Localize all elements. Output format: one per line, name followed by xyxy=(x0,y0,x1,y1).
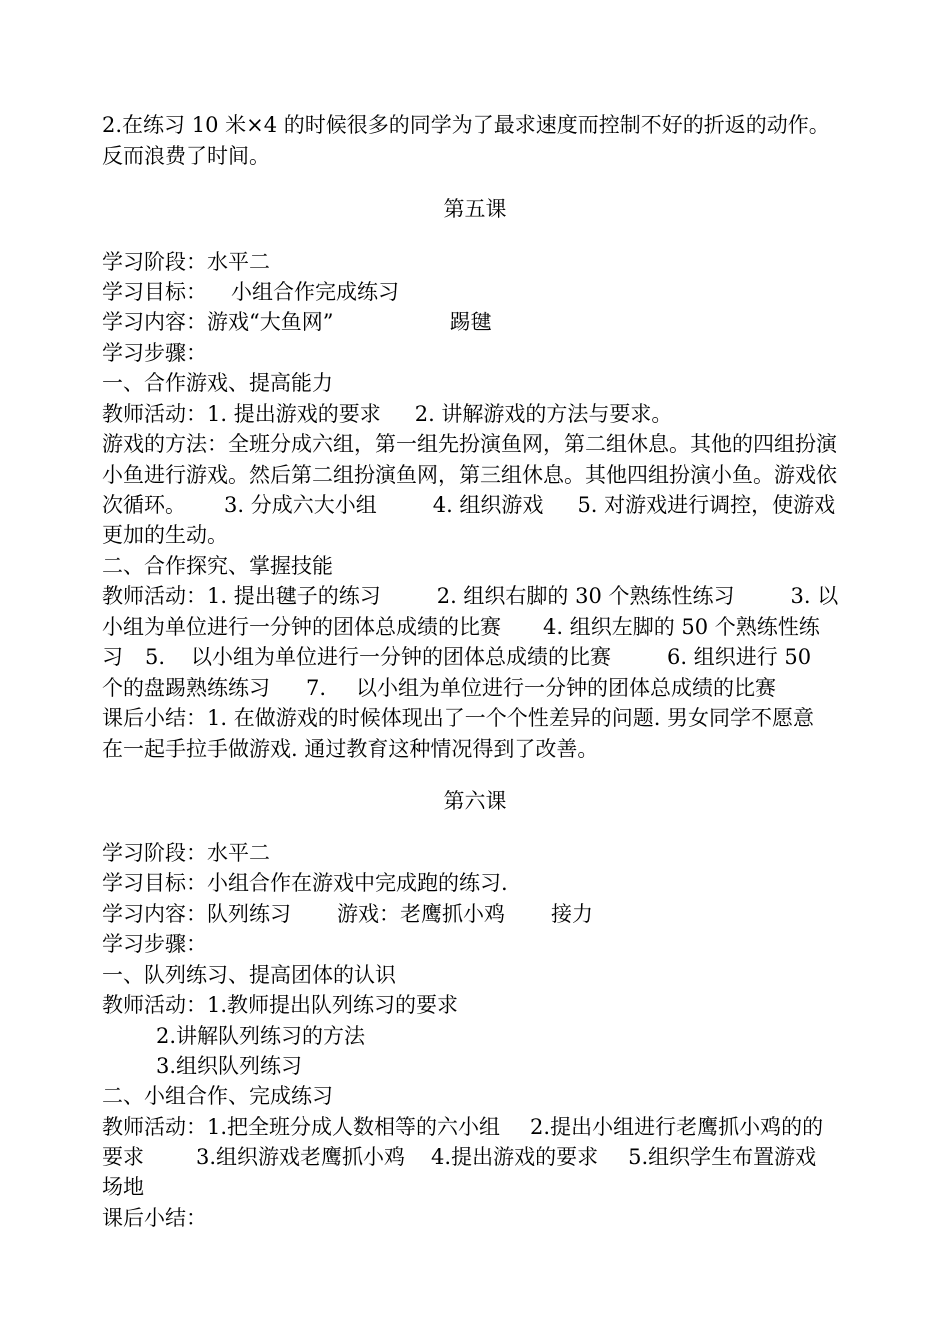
lesson5-content xyxy=(102,307,862,337)
lesson6-s2-item-2-end: 要求 xyxy=(102,1145,144,1169)
lesson6-content-item-1: 学习内容：队列练习 xyxy=(102,902,291,926)
lesson5-goal-text: 小组合作完成练习 xyxy=(231,280,399,304)
lesson6-steps-label: 学习步骤： xyxy=(102,932,207,956)
lesson6-s1-line-1: 教师活动：1.教师提出队列练习的要求 xyxy=(102,993,459,1017)
lesson6-content-item-2: 游戏：老鹰抓小鸡 xyxy=(337,902,505,926)
lesson5-s1-text: 次循环。 xyxy=(102,493,186,517)
lesson6-s1-line-2: 2.讲解队列练习的方法 xyxy=(156,1024,366,1048)
lesson5-s2-item-4: 4. 组织左脚的 50 个熟练性练 xyxy=(543,615,820,639)
lesson5-s1-line-3: 小鱼进行游戏。然后第二组扮演鱼网，第三组休息。其他四组扮演小鱼。游戏依 xyxy=(102,463,837,487)
lesson6-s2-item-4: 4.提出游戏的要求 xyxy=(431,1145,599,1169)
lesson5-s2-line-3 xyxy=(102,642,862,672)
lesson5-s2-item-2: 2. 组织右脚的 30 个熟练性练习 xyxy=(436,584,735,608)
lesson6-stage: 学习阶段：水平二 xyxy=(102,841,270,865)
lesson5-s1-line-2: 游戏的方法：全班分成六组，第一组先扮演鱼网，第二组休息。其他的四组扮演 xyxy=(102,432,837,456)
lesson6-goal: 学习目标：小组合作在游戏中完成跑的练习. xyxy=(102,871,508,895)
lesson5-s1-line-5: 更加的生动。 xyxy=(102,523,228,547)
lesson5-summary-line-2: 在一起手拉手做游戏. 通过教育这种情况得到了改善。 xyxy=(102,737,599,761)
lesson5-s2-item-4-end: 习 xyxy=(102,645,123,669)
lesson5-goal-label: 学习目标： xyxy=(102,280,207,304)
lesson5-section-1: 一、合作游戏、提高能力 xyxy=(102,371,333,395)
lesson5-s2-item-6: 6. 组织进行 50 xyxy=(667,645,812,669)
lesson5-steps-label: 学习步骤： xyxy=(102,341,207,365)
lesson5-s2-line-1 xyxy=(102,581,862,611)
lesson5-s2-line-2 xyxy=(102,612,862,642)
intro-line-1: 2.在练习 10 米×4 的时候很多的同学为了最求速度而控制不好的折返的动作。 xyxy=(102,113,830,137)
lesson6-s2-line-3: 场地 xyxy=(102,1175,144,1199)
lesson5-goal xyxy=(102,277,862,307)
lesson6-summary: 课后小结： xyxy=(102,1206,207,1230)
lesson5-title: 第五课 xyxy=(443,197,507,221)
lesson5-summary-line-1: 课后小结：1. 在做游戏的时候体现出了一个个性差异的问题. 男女同学不愿意 xyxy=(102,706,815,730)
lesson5-s2-item-7-num: 7. xyxy=(306,676,327,700)
lesson5-s2-line-4 xyxy=(102,673,862,703)
lesson5-s2-item-1: 教师活动：1. 提出毽子的练习 xyxy=(102,584,381,608)
lesson6-s2-line-2 xyxy=(102,1142,862,1172)
lesson5-s1-line-1 xyxy=(102,399,862,429)
lesson5-s1-item-5: 5. 对游戏进行调控，使游戏 xyxy=(577,493,836,517)
lesson6-section-2: 二、小组合作、完成练习 xyxy=(102,1084,333,1108)
lesson5-s2-item-5: 以小组为单位进行一分钟的团体总成绩的比赛 xyxy=(191,645,612,669)
intro-line-2: 反而浪费了时间。 xyxy=(102,144,270,168)
lesson5-s2-item-7: 以小组为单位进行一分钟的团体总成绩的比赛 xyxy=(356,676,777,700)
lesson6-title: 第六课 xyxy=(443,789,507,813)
lesson5-s2-item-3-end: 小组为单位进行一分钟的团体总成绩的比赛 xyxy=(102,615,501,639)
lesson5-s1-item-3: 3. 分成六大小组 xyxy=(224,493,377,517)
lesson5-stage: 学习阶段：水平二 xyxy=(102,250,270,274)
lesson6-content xyxy=(102,899,862,929)
lesson5-section-2: 二、合作探究、掌握技能 xyxy=(102,554,333,578)
lesson5-content-label: 学习内容：游戏“大鱼网” xyxy=(102,310,334,334)
lesson5-s1-item-4: 4. 组织游戏 xyxy=(432,493,544,517)
lesson5-s1-item-1: 教师活动：1. 提出游戏的要求 xyxy=(102,402,381,426)
lesson6-s2-line-1 xyxy=(102,1112,862,1142)
lesson5-s2-item-6-end: 个的盘踢熟练练习 xyxy=(102,676,270,700)
lesson6-s2-item-5: 5.组织学生布置游戏 xyxy=(628,1145,817,1169)
lesson5-s1-line-4 xyxy=(102,490,862,520)
lesson5-s2-item-3-start: 3. 以 xyxy=(790,584,839,608)
lesson6-section-1: 一、队列练习、提高团体的认识 xyxy=(102,963,396,987)
lesson5-content-item2: 踢毽 xyxy=(449,310,492,334)
lesson6-s2-item-1: 教师活动：1.把全班分成人数相等的六小组 xyxy=(102,1115,501,1139)
lesson6-content-item-3: 接力 xyxy=(551,902,593,926)
lesson6-s2-item-3: 3.组织游戏老鹰抓小鸡 xyxy=(196,1145,406,1169)
lesson6-s1-line-3: 3.组织队列练习 xyxy=(156,1054,303,1078)
lesson6-s2-item-2: 2.提出小组进行老鹰抓小鸡的的 xyxy=(530,1115,824,1139)
lesson5-s1-item-2: 2. 讲解游戏的方法与要求。 xyxy=(414,402,673,426)
lesson5-s2-item-5-num: 5. xyxy=(145,645,166,669)
